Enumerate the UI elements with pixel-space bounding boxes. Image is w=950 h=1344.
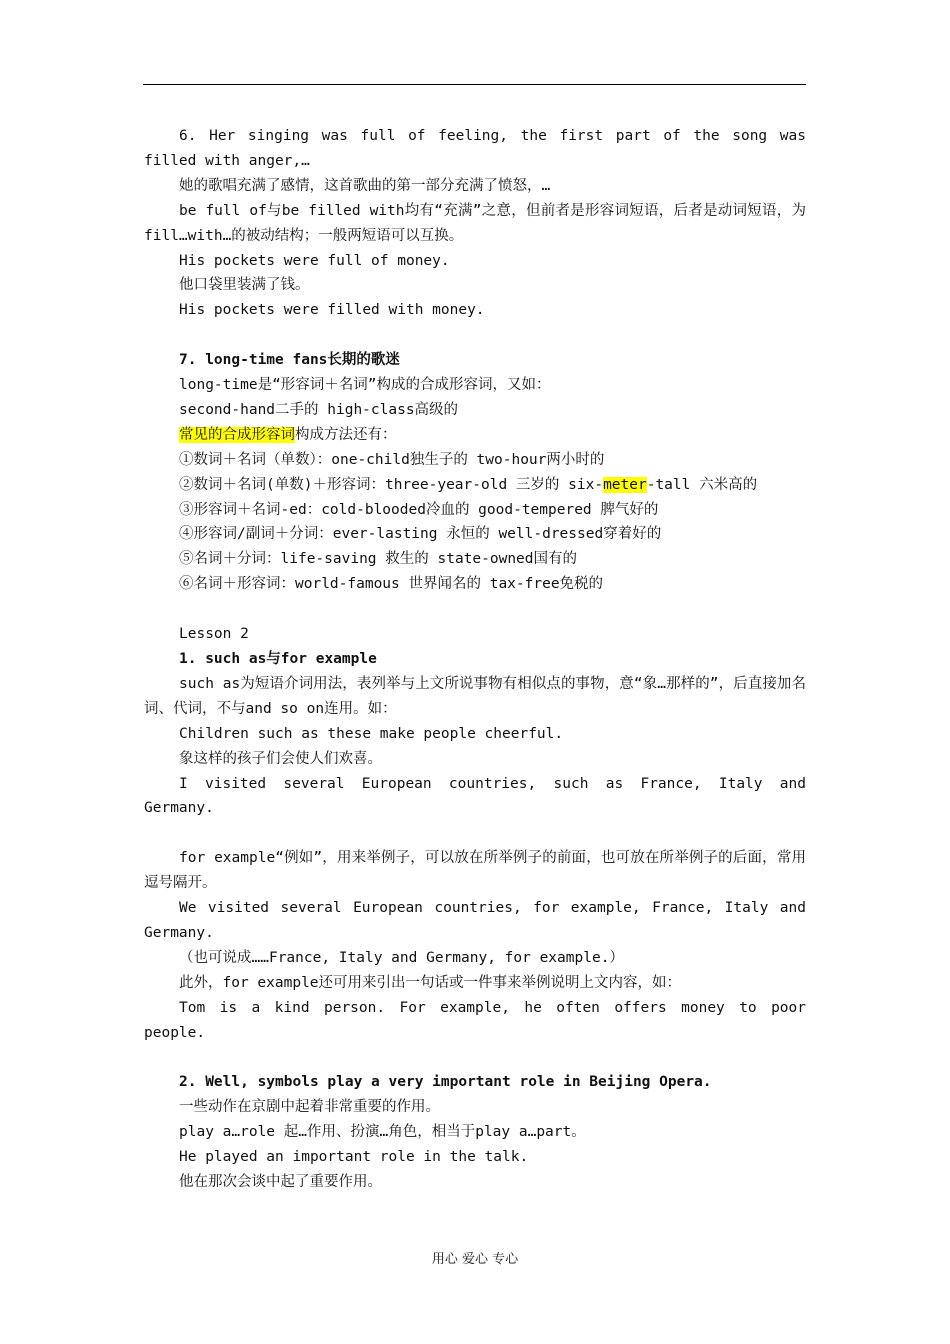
item2-translation: 一些动作在京剧中起着非常重要的作用。: [179, 1099, 440, 1116]
item1-para1: such as为短语介词用法，表列举与上文所说事物有相似点的事物，意“象…那样的”，后直接加名词、代词，不与and so on连用。如：: [144, 675, 806, 717]
lesson-heading: Lesson 2: [179, 626, 249, 643]
item6-example1-zh: 他口袋里装满了钱。: [179, 277, 310, 294]
item6-example1-en: His pockets were full of money.: [179, 252, 450, 269]
item1-example3-alt: （也可说成……France, Italy and Germany, for example.）: [179, 949, 624, 966]
item7-title: 7. long-time fans长期的歌迷: [179, 352, 400, 369]
method-3: ③形容词＋名词-ed：cold-blooded冷血的 good-tempered 脾气好的: [179, 501, 659, 518]
spacer: [144, 597, 806, 622]
method-4: ④形容词/副词＋分词：ever-lasting 永恒的 well-dressed穿着好的: [179, 526, 662, 543]
item6-sentence: 6. Her singing was full of feeling, the first part of the song was filled with anger,…: [144, 128, 806, 169]
item2-example-zh: 他在那次会谈中起了重要作用。: [179, 1174, 382, 1190]
spacer: [144, 1045, 806, 1070]
method-1: ①数词＋名词（单数）：one-child独生子的 two-hour两小时的: [179, 451, 605, 468]
methods-intro-rest: 构成方法还有：: [295, 426, 397, 443]
highlighted-word: meter: [603, 476, 647, 493]
item6-translation: 她的歌唱充满了感情，这首歌曲的第一部分充满了愤怒，…: [179, 177, 551, 194]
spacer: [144, 323, 806, 348]
document-body: [144, 124, 806, 1195]
method-2: [144, 473, 806, 498]
item1-example3-en: We visited several European countries, for example, France, Italy and Germany.: [144, 900, 806, 941]
method-2-part-b: -tall 六米高的: [646, 476, 758, 493]
spacer: [144, 821, 806, 846]
item1-para3: 此外，for example还可用来引出一句话或一件事来举例说明上文内容，如：: [179, 974, 682, 991]
item7-methods-intro: [144, 423, 806, 448]
item2-title: 2. Well, symbols play a very important role in Beijing Opera.: [179, 1074, 712, 1091]
method-2-part-a: ②数词＋名词(单数)＋形容词：three-year-old 三岁的 six-: [179, 476, 604, 493]
page-footer: 用心 爱心 专心: [431, 1252, 519, 1267]
method-5: ⑤名词＋分词：life-saving 救生的 state-owned国有的: [179, 551, 578, 568]
item1-example1-zh: 象这样的孩子们会使人们欢喜。: [179, 750, 382, 767]
item7-line2: second-hand二手的 high-class高级的: [179, 401, 459, 418]
item1-example2-en: I visited several European countries, such as France, Italy and Germany.: [144, 775, 806, 817]
header-rule: [143, 84, 806, 85]
item6-example2-en: His pockets were filled with money.: [179, 302, 485, 319]
item2-example-en: He played an important role in the talk.: [179, 1149, 529, 1166]
item1-example1-en: Children such as these make people cheerful.: [179, 725, 564, 742]
item2-note: play a…role 起…作用、扮演…角色，相当于play a…part。: [179, 1124, 586, 1141]
item6-note: be full of与be filled with均有“充满”之意，但前者是形容词短语，后者是动词短语，为fill…with…的被动结构；一般两短语可以互换。: [144, 202, 806, 244]
item7-line1: long-time是“形容词＋名词”构成的合成形容词，又如：: [179, 377, 551, 394]
method-6: ⑥名词＋形容词：world-famous 世界闻名的 tax-free免税的: [179, 576, 604, 593]
highlighted-text: 常见的合成形容词: [179, 426, 295, 443]
item1-example4-en: Tom is a kind person. For example, he often offers money to poor people.: [144, 999, 806, 1041]
item1-para2: for example“例如”，用来举例子，可以放在所举例子的前面，也可放在所举例子的后面，常用逗号隔开。: [144, 850, 806, 892]
item1-title: 1. such as与for example: [179, 651, 377, 667]
